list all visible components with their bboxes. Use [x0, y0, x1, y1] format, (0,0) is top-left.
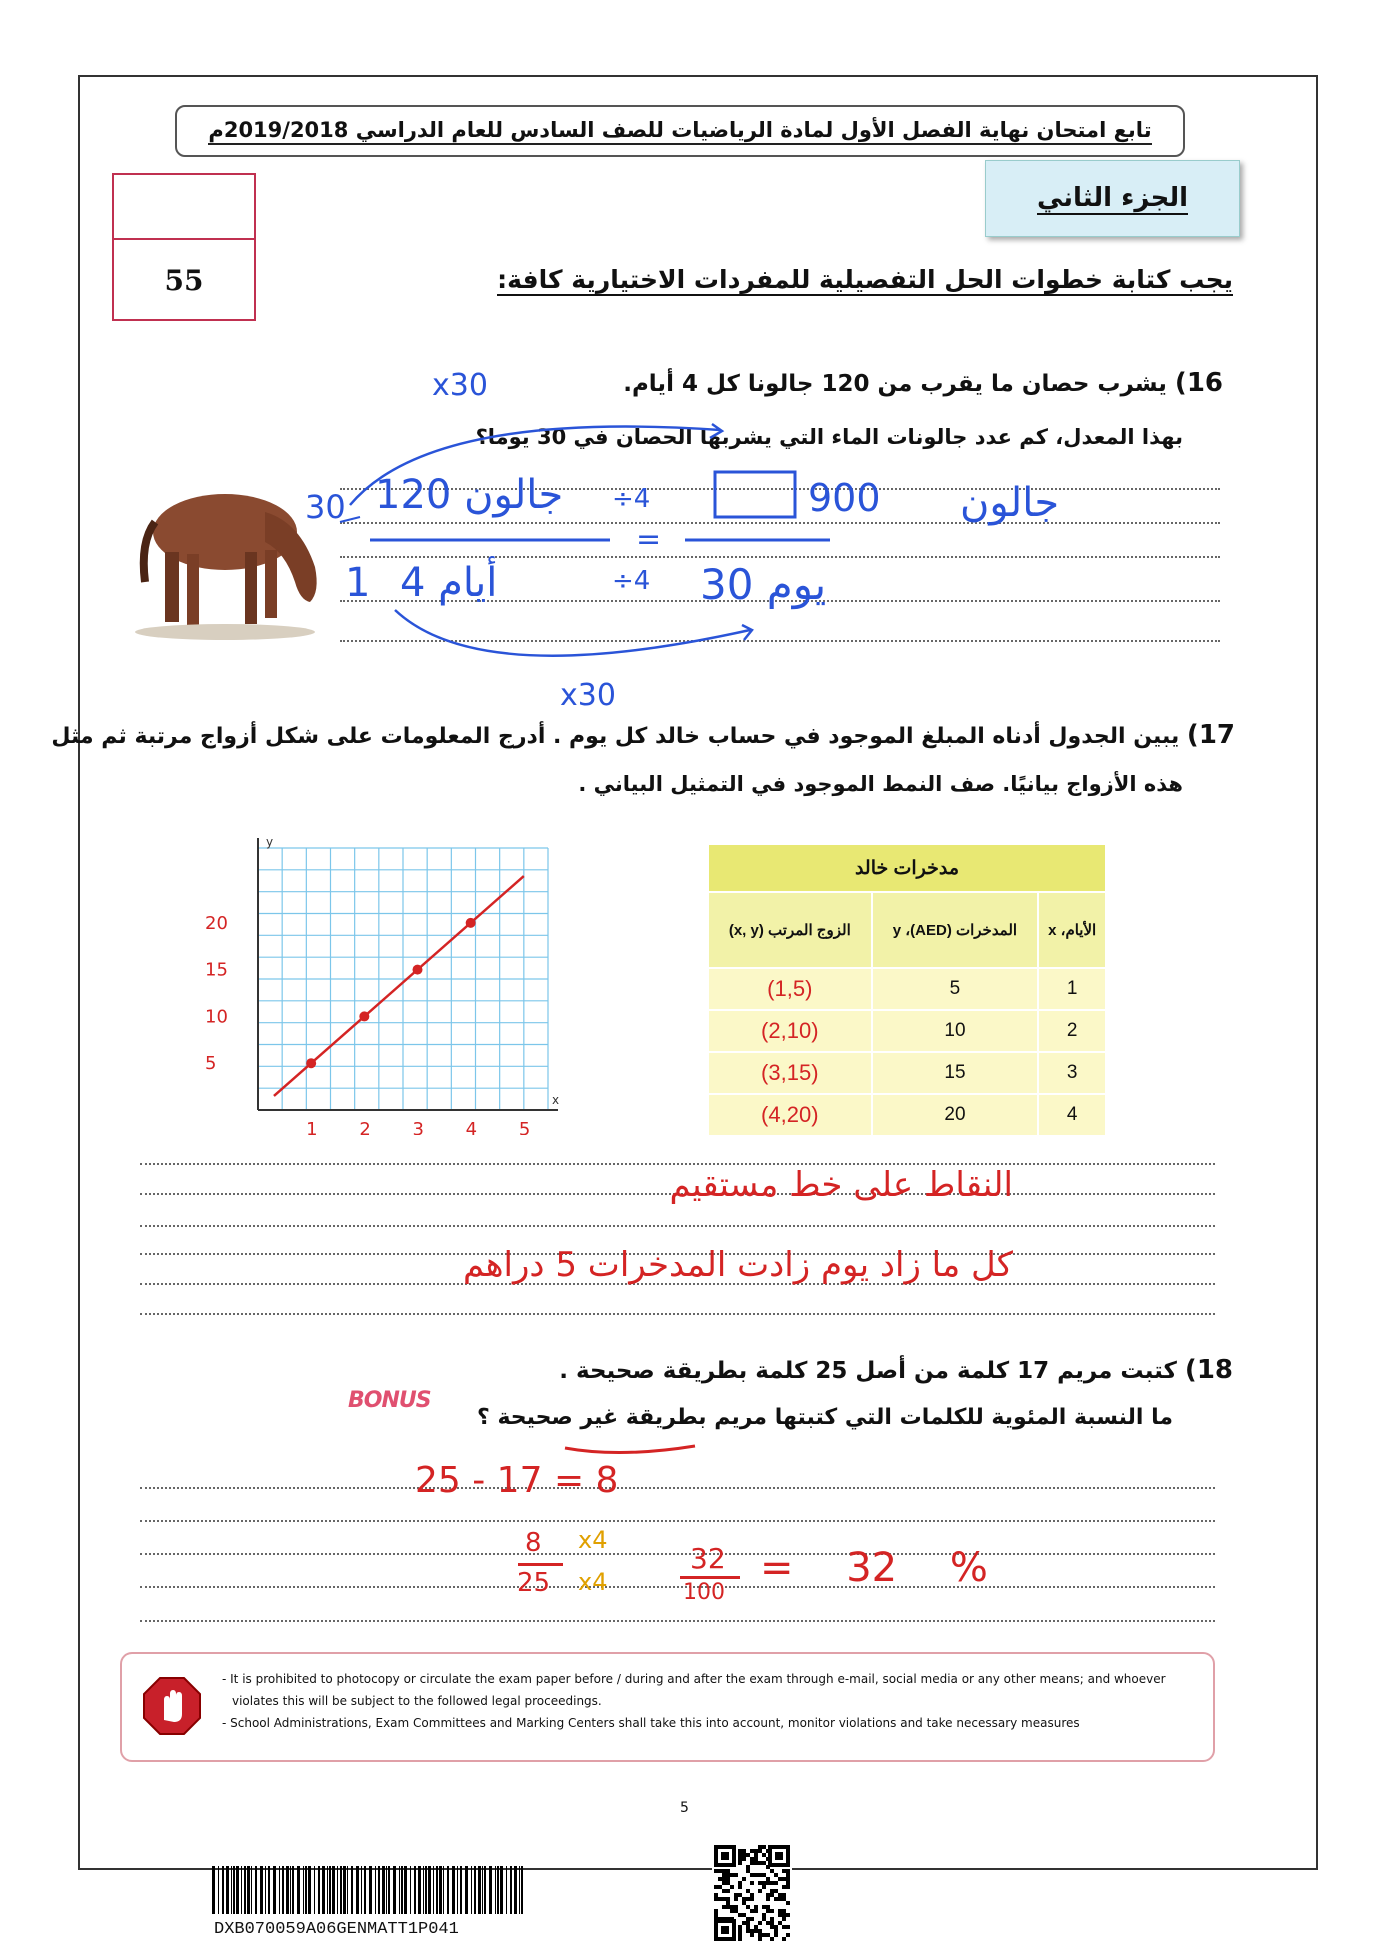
- hw-equals: =: [636, 522, 662, 557]
- cell-x: 1: [1038, 968, 1106, 1010]
- instruction: يجب كتابة خطوات الحل التفصيلية للمفردات الاختيارية كافة:: [497, 265, 1233, 294]
- data-point: [359, 1011, 369, 1021]
- x-tick-label: 2: [359, 1119, 371, 1135]
- q18-frac2-bar: [680, 1576, 740, 1579]
- hw-left-1: 1: [345, 560, 371, 606]
- data-point: [413, 965, 423, 975]
- page-number: 5: [680, 1800, 689, 1816]
- cell-pair: (1,5): [708, 968, 872, 1010]
- y-axis-label: y: [266, 835, 274, 849]
- warning-text: [222, 1668, 1166, 1734]
- hw-numerator: جالون 120: [375, 472, 564, 518]
- cell-y: 10: [872, 1010, 1039, 1052]
- cell-x: 4: [1038, 1094, 1106, 1136]
- q18-mult-bottom: x4: [578, 1568, 608, 1596]
- y-tick-label: 20: [205, 912, 228, 934]
- y-tick-label: 5: [205, 1053, 217, 1075]
- y-tick-label: 10: [205, 1006, 228, 1028]
- table-row: [708, 1094, 1106, 1136]
- q18-line2: ما النسبة المئوية للكلمات التي كتبتها مريم بطريقة غير صحيحة ؟: [477, 1405, 1173, 1430]
- hw-x30-top: x30: [432, 368, 488, 403]
- q18-result: = 32 %: [760, 1545, 988, 1591]
- cell-pair: (3,15): [708, 1052, 872, 1094]
- q16-line2: بهذا المعدل، كم عدد جالونات الماء التي يشربها الحصان في 30 يوما؟: [475, 425, 1183, 449]
- hw-answer: 900: [808, 476, 881, 520]
- q18-frac-bar: [518, 1563, 563, 1566]
- answer-line: [140, 1586, 1215, 1588]
- hw-answer-unit: جالون: [960, 480, 1060, 526]
- answer-line: [140, 1553, 1215, 1555]
- y-tick-label: 15: [205, 959, 228, 981]
- hw-left-30: 30: [305, 488, 346, 526]
- col-header-pair: الزوج المرتب (x, y): [708, 892, 872, 968]
- stop-hand-icon: [142, 1676, 202, 1736]
- hw-denominator: أيام 4: [400, 560, 498, 606]
- x-axis-label: x: [552, 1093, 560, 1107]
- q18-underline-mark: [560, 1438, 700, 1458]
- table-row: [708, 968, 1106, 1010]
- part-title: الجزء الثاني: [1036, 182, 1189, 213]
- q18-frac-num: 8: [525, 1528, 542, 1558]
- q18-work-line1: 25 - 17 = 8: [415, 1460, 619, 1501]
- answer-line: [140, 1620, 1215, 1622]
- hw-div-top: ÷4: [612, 484, 651, 514]
- q16-number: 16): [1174, 368, 1223, 398]
- warning-line2: violates this will be subject to the followed legal proceedings.: [232, 1694, 602, 1708]
- q17-answer-line1: النقاط على خط مستقيم: [669, 1165, 1013, 1205]
- cell-y: 20: [872, 1094, 1039, 1136]
- hw-days: يوم 30: [700, 560, 827, 609]
- answer-line: [140, 1225, 1215, 1227]
- x-tick-label: 4: [465, 1119, 478, 1135]
- warning-line1: - It is prohibited to photocopy or circulate the exam paper before / during and after the exam through e-mail, social media or any other means; and whoever: [222, 1672, 1166, 1686]
- qr-code: [712, 1843, 792, 1943]
- savings-table: [707, 843, 1107, 1137]
- answer-line: [140, 1313, 1215, 1315]
- table-title: مدخرات خالد: [708, 844, 1106, 892]
- warning-box: [120, 1652, 1215, 1762]
- q17-number: 17): [1186, 720, 1235, 750]
- q18-line1: [559, 1355, 1233, 1385]
- col-header-savings: المدخرات (AED)، y: [872, 892, 1039, 968]
- q17-text1: يبين الجدول أدناه المبلغ الموجود في حساب خالد كل يوم . أدرج المعلومات على شكل أزواج مرتبة ثم مثل: [51, 724, 1180, 749]
- q17-line1: [51, 720, 1235, 750]
- data-point: [466, 918, 476, 928]
- cell-pair: (2,10): [708, 1010, 872, 1052]
- exam-header-title: تابع امتحان نهاية الفصل الأول لمادة الرياضيات للصف السادس للعام الدراسي 2019/2018م: [208, 118, 1151, 145]
- q18-number: 18): [1184, 1355, 1233, 1385]
- barcode: [212, 1866, 527, 1916]
- q17-line2: هذه الأزواج بيانيًا. صف النمط الموجود في التمثيل البياني .: [578, 772, 1183, 796]
- score-value: 55: [164, 264, 204, 297]
- hw-x30-bottom: x30: [560, 678, 616, 713]
- table-row: [708, 1010, 1106, 1052]
- answer-line: [140, 1487, 1215, 1489]
- barcode-text: DXB070059A06GENMATT1P041: [214, 1920, 459, 1939]
- cell-y: 5: [872, 968, 1039, 1010]
- bonus-badge: BONUS: [348, 1388, 431, 1413]
- table-row: [708, 1052, 1106, 1094]
- q18-frac-den: 25: [517, 1568, 551, 1598]
- q18-frac2-den: 100: [683, 1580, 725, 1605]
- q16-text1: يشرب حصان ما يقرب من 120 جالونا كل 4 أيام.: [623, 371, 1167, 397]
- data-point: [306, 1058, 316, 1068]
- q18-mult-top: x4: [578, 1526, 608, 1554]
- q18-text1: كتبت مريم 17 كلمة من أصل 25 كلمة بطريقة صحيحة .: [559, 1358, 1177, 1384]
- col-header-days: الأيام، x: [1038, 892, 1106, 968]
- cell-x: 2: [1038, 1010, 1106, 1052]
- cell-x: 3: [1038, 1052, 1106, 1094]
- x-tick-label: 5: [518, 1119, 531, 1135]
- q17-answer-line2: كل ما زاد يوم زادت المدخرات 5 دراهم: [462, 1245, 1013, 1285]
- warning-line3: - School Administrations, Exam Committees and Marking Centers shall take this into account, monitor violations and take necessary measures: [222, 1716, 1080, 1730]
- q18-frac2-num: 32: [690, 1542, 726, 1575]
- chart-marks: [205, 876, 530, 1135]
- hw-div-bottom: ÷4: [612, 566, 651, 596]
- cell-y: 15: [872, 1052, 1039, 1094]
- answer-line: [140, 1520, 1215, 1522]
- x-tick-label: 1: [306, 1119, 318, 1135]
- savings-chart: [200, 835, 570, 1135]
- cell-pair: (4,20): [708, 1094, 872, 1136]
- x-tick-label: 3: [412, 1119, 424, 1135]
